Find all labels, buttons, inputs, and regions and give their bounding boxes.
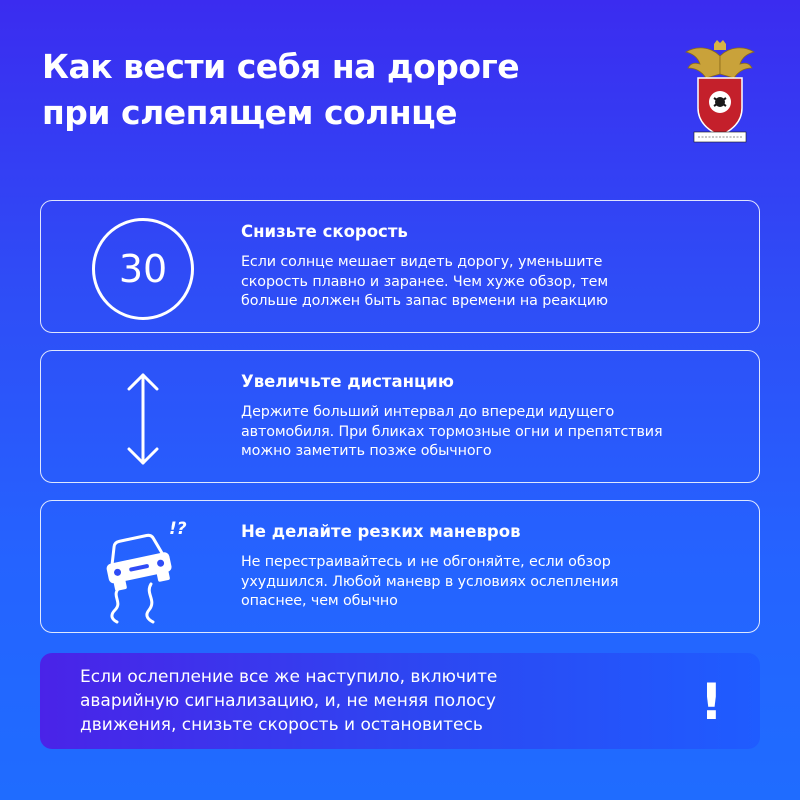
card-heading: Снизьте скорость [241,222,408,241]
card-heading: Не делайте резких маневров [241,522,521,541]
card-body-line: скорость плавно и заранее. Чем хуже обзор, тем [241,273,609,290]
card-body [241,553,741,612]
card-body-line: Если солнце мешает видеть дорогу, уменьшите [241,254,603,270]
card-body [241,253,741,312]
vertical-double-arrow-icon [89,369,197,469]
card-body-line: больше должен быть запас времени на реакцию [241,293,608,309]
exclamation-question-mark: !? [169,519,187,539]
advice-line: Если ослепление все же наступило, включите [80,667,498,687]
title-line-1: Как вести себя на дороге [42,47,520,86]
card-increase-distance [40,350,760,483]
page-title [42,44,642,136]
card-body-line: автомобиля. При бликах тормозные огни и препятствия [241,423,663,440]
card-heading: Увеличьте дистанцию [241,372,454,391]
card-body-line: Держите больший интервал до впереди идущего [241,404,615,420]
police-emblem-icon [684,38,756,146]
card-body [241,403,741,462]
exclamation-icon: ! [700,673,723,731]
advice-line: аварийную сигнализацию, и, не меняя полосу [80,691,496,711]
card-body-line: ухудшился. Любой маневр в условиях ослепления [241,573,619,590]
title-line-2: при слепящем солнце [42,93,458,132]
card-body-line: можно заметить позже обычного [241,443,492,459]
card-reduce-speed [40,200,760,333]
advice-line: движения, снизьте скорость и остановитесь [80,715,483,735]
card-no-sharp-maneuvers [40,500,760,633]
card-body-line: опаснее, чем обычно [241,593,398,609]
speed-circle: 30 [92,218,194,320]
skidding-car-icon [89,519,197,619]
card-body-line: Не перестраивайтесь и не обгоняйте, если обзор [241,554,611,570]
emergency-advice-text [80,665,640,737]
emergency-advice-panel [40,653,760,749]
speed-limit-30-icon [89,219,197,319]
